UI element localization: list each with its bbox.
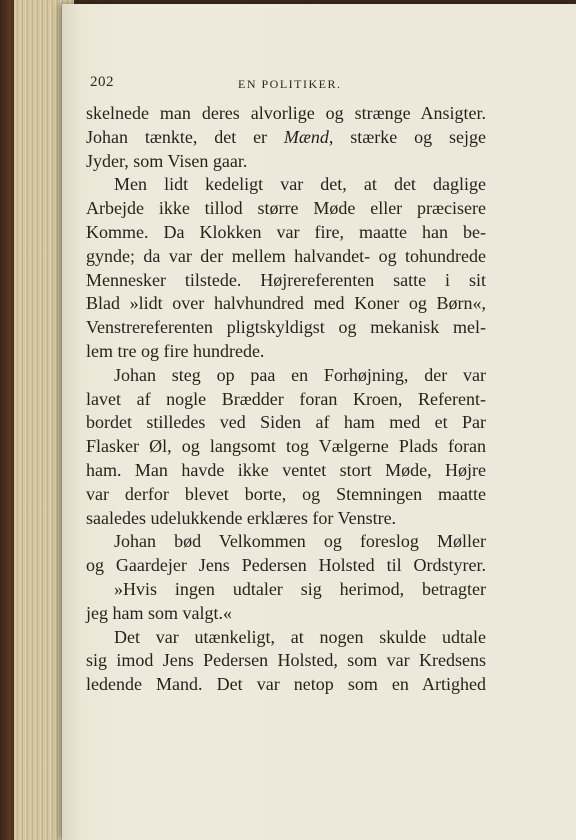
text-line: sig imod Jens Pedersen Holsted, som var Kredsens: [86, 650, 486, 671]
page-header: [88, 66, 468, 92]
text-line: Arbejde ikke tillod større Møde eller præcisere: [86, 198, 486, 219]
text-line: lavet af nogle Brædder foran Kroen, Referent-: [86, 388, 486, 409]
text-line: Jyder, som Visen gaar.: [86, 150, 248, 171]
text-line: Johan steg op paa en Forhøjning, der var: [114, 364, 486, 385]
text-line: »Hvis ingen udtaler sig herimod, betragter: [114, 578, 486, 599]
page-number: 202: [90, 74, 114, 90]
text-line: lem tre og fire hundrede.: [86, 340, 265, 361]
text-line: Johan tænkte, det er Mænd, stærke og sejge: [86, 126, 486, 147]
text-line: jeg ham som valgt.«: [86, 602, 232, 623]
text-line: Blad »lidt over halvhundred med Koner og Børn«,: [86, 293, 486, 314]
text-line: ham. Man havde ikke ventet stort Møde, Højre: [86, 459, 486, 480]
text-line: Venstrereferenten pligtskyldigst og mekanisk mel-: [86, 317, 486, 338]
text-line: Det var utænkeligt, at nogen skulde udtale: [114, 626, 486, 647]
text-line: og Gaardejer Jens Pedersen Holsted til Ordstyrer.: [86, 555, 486, 576]
text-line: Men lidt kedeligt var det, at det daglige: [114, 174, 486, 195]
text-line: skelnede man deres alvorlige og strænge Ansigter.: [86, 103, 486, 123]
text-line: Johan bød Velkommen og foreslog Møller: [114, 531, 486, 552]
text-line: var derfor blevet borte, og Stemningen maatte: [86, 483, 486, 504]
body-text: [86, 102, 486, 697]
text-line: saaledes udelukkende erklæres for Venstre.: [86, 507, 397, 528]
text-line: Komme. Da Klokken var fire, maatte han be-: [86, 221, 486, 242]
text-line: gynde; da var der mellem halvandet- og tohundrede: [86, 245, 486, 266]
text-line: ledende Mand. Det var netop som en Artighed: [86, 674, 486, 695]
text-line: Mennesker tilstede. Højrereferenten satte i sit: [86, 269, 486, 290]
running-title: EN POLITIKER.: [238, 77, 342, 91]
text-line: bordet stilledes ved Siden af ham med et Par: [86, 412, 486, 433]
text-line: Flasker Øl, og langsomt tog Vælgerne Plads foran: [86, 436, 486, 457]
